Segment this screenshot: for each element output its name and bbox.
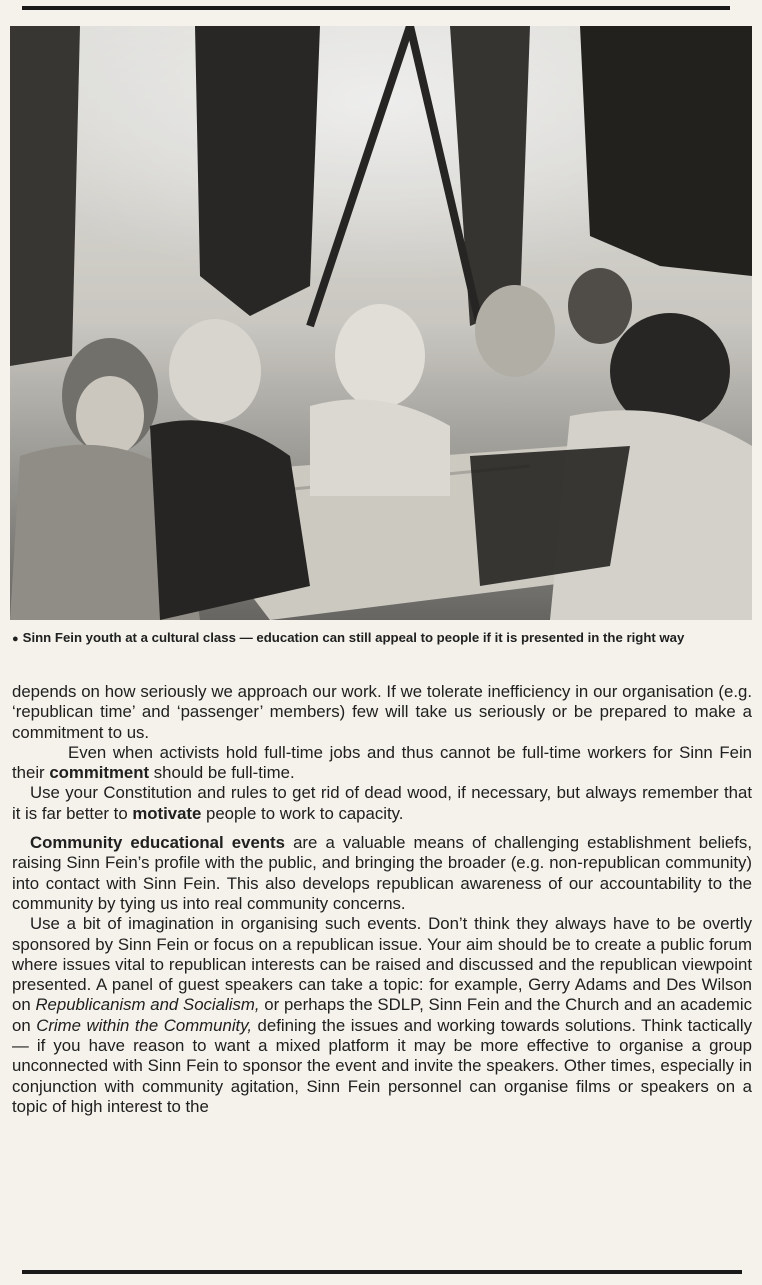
bottom-rule [22,1270,742,1274]
paragraph-3-end: people to work to capacity. [201,803,404,823]
paragraph-4-text: are a valuable means of challenging establishment beliefs, raising Sinn Fein’s profile with the public, and bringing the broader (e.g. non-republican community) into contact with Sinn Fein. This also develops republican awareness of our accountability to the community by tying us into real community concerns. [12,833,752,913]
paragraph-5 [12,914,752,1117]
paragraph-5-text: Use a bit of imagination in organising such events. Don’t think they always have to be overtly sponsored by Sinn Fein or focus on a republican issue. Your aim should be to create a public forum where issues vital to republican interests can be raised and discussed and the republican viewpoint presented. A panel of guest speakers can take a topic: for example, Gerry Adams and Des Wilson on [12,914,752,1015]
title-republicanism-socialism: Republicanism and Socialism, [35,995,260,1015]
emphasis-commitment: commitment [49,763,150,783]
paragraph-2-text: Even when activists hold full-time jobs and thus cannot be full-time workers for Sinn Fein their [12,742,752,783]
paragraph-1: depends on how seriously we approach our work. If we tolerate inefficiency in our organisation (e.g. ‘republican time’ and ‘passenger’ members) few will take us seriously or be prepared to make a commitment to us. [12,682,752,742]
caption-bullet: ● [12,633,19,645]
photo-caption [12,628,750,649]
emphasis-community-events: Community educational events [30,833,285,853]
top-rule [22,6,730,10]
emphasis-motivate: motivate [132,803,202,823]
article-body [12,682,752,1117]
paragraph-2-end: should be full-time. [149,763,295,783]
paragraph-4 [12,833,752,914]
paragraph-3-text: Use your Constitution and rules to get rid of dead wood, if necessary, but always remember that it is far better to [12,783,752,823]
paragraph-5-mid: or perhaps the SDLP, Sinn Fein and the Church and an academic on [12,995,752,1035]
paragraph-3 [12,783,752,824]
caption-text: Sinn Fein youth at a cultural class — education can still appeal to people if it is presented in the right way [22,630,685,645]
title-crime-within-community: Crime within the Community, [36,1015,253,1035]
paragraph-2 [12,743,752,784]
paragraph-5-end: defining the issues and working towards solutions. Think tactically — if you have reason to want a mixed platform it may be more effective to organise a group unconnected with Sinn Fein to sponsor the event and invite the speakers. Other times, especially in conjunction with community agitation, Sinn Fein personnel can organise films or speakers on a topic of high interest to the [12,1015,752,1116]
article-photo [10,26,752,620]
photo-illustration [10,26,752,620]
